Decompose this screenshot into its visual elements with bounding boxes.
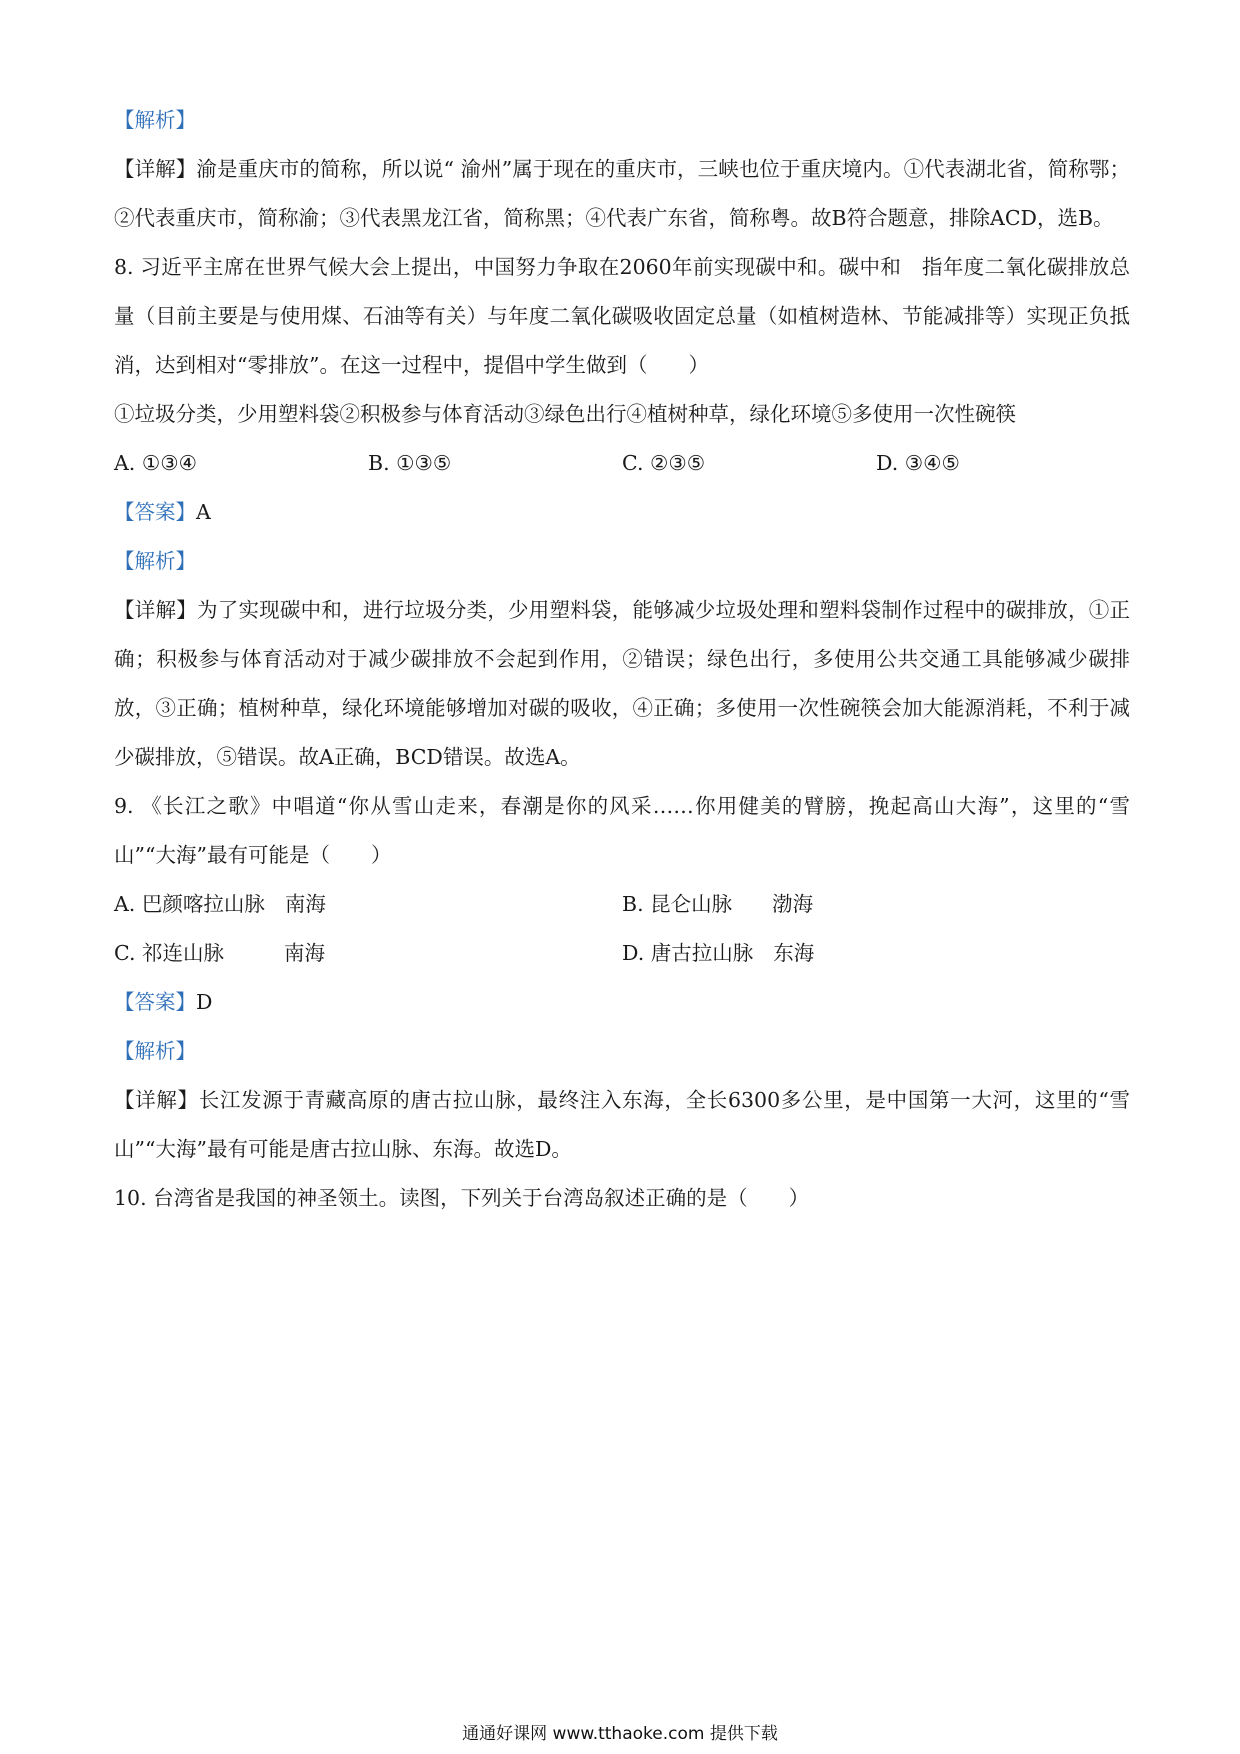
detail-text: 长江发源于青藏高原的唐古拉山脉，最终注入东海，全长6300多公里，是中国第一大河，这里的“雪山”“大海”最有可能是唐古拉山脉、东海。故选D。	[114, 1088, 1130, 1161]
detail-text: 为了实现碳中和，进行垃圾分类，少用塑料袋，能够减少垃圾处理和塑料袋制作过程中的碳排放，①正确；积极参与体育活动对于减少碳排放不会起到作用，②错误；绿色出行，多使用公共交通工具能够减少碳排放，③正确；植树种草，绿化环境能够增加对碳的吸收，④正确；多使用一次性碗筷会加大能源消耗，不利于减少碳排放，⑤错误。故A正确，BCD错误。故选A。	[114, 598, 1131, 769]
option-b: B. 昆仑山脉 渤海	[622, 892, 814, 916]
answer-tag: 【答案】	[114, 990, 196, 1014]
question-8-options	[114, 439, 1130, 488]
question-8-detail	[114, 586, 1130, 782]
question-8-items: ①垃圾分类，少用塑料袋②积极参与体育活动③绿色出行④植树种草，绿化环境⑤多使用一次性碗筷	[114, 402, 1016, 426]
section-7-analysis	[114, 96, 1130, 145]
question-9-detail	[114, 1076, 1130, 1174]
answer-value: D	[196, 990, 213, 1014]
option-c: C. 祁连山脉 南海	[114, 941, 325, 965]
detail-text: 渝是重庆市的简称，所以说“ 渝州”属于现在的重庆市，三峡也位于重庆境内。①代表湖北省，简称鄂；②代表重庆市，简称渝；③代表黑龙江省，简称黑；④代表广东省，简称粤。故B符合题意，排除ACD，选B。	[114, 157, 1130, 230]
option-d: D. ③④⑤	[876, 451, 960, 475]
document-page	[114, 96, 1130, 1223]
analysis-tag: 【解析】	[114, 108, 196, 132]
question-9-answer	[114, 978, 1130, 1027]
detail-tag: 【详解】	[114, 157, 197, 181]
option-c: C. ②③⑤	[622, 451, 706, 475]
question-10-stem: 10. 台湾省是我国的神圣领土。读图，下列关于台湾岛叙述正确的是（ ）	[114, 1186, 810, 1210]
question-8-analysis	[114, 537, 1130, 586]
option-a: A. 巴颜喀拉山脉 南海	[114, 892, 326, 916]
section-7-detail	[114, 145, 1130, 243]
option-b: B. ①③⑤	[368, 451, 452, 475]
answer-tag: 【答案】	[114, 500, 196, 524]
analysis-tag: 【解析】	[114, 549, 196, 573]
question-9-options-row-1	[114, 880, 1130, 929]
option-a: A. ①③④	[114, 451, 197, 475]
question-8-stem: 8. 习近平主席在世界气候大会上提出，中国努力争取在2060年前实现碳中和。碳中和 指年度二氧化碳排放总量（目前主要是与使用煤、石油等有关）与年度二氧化碳吸收固定总量（如植树造林、节能减排等）实现正负抵消，达到相对“零排放”。在这一过程中，提倡中学生做到（ ）	[114, 255, 1130, 377]
detail-tag: 【详解】	[114, 598, 197, 622]
option-d: D. 唐古拉山脉 东海	[622, 941, 815, 965]
answer-value: A	[196, 500, 211, 524]
question-9-analysis	[114, 1027, 1130, 1076]
page-footer: 通通好课网 www.tthaoke.com 提供下载	[462, 1724, 778, 1744]
question-9-stem: 9. 《长江之歌》中唱道“你从雪山走来，春潮是你的风采……你用健美的臂膀，挽起高山大海”，这里的“雪山”“大海”最有可能是（ ）	[114, 794, 1130, 867]
analysis-tag: 【解析】	[114, 1039, 196, 1063]
detail-tag: 【详解】	[114, 1088, 199, 1112]
question-9-options-row-2	[114, 929, 1130, 978]
question-8-answer	[114, 488, 1130, 537]
